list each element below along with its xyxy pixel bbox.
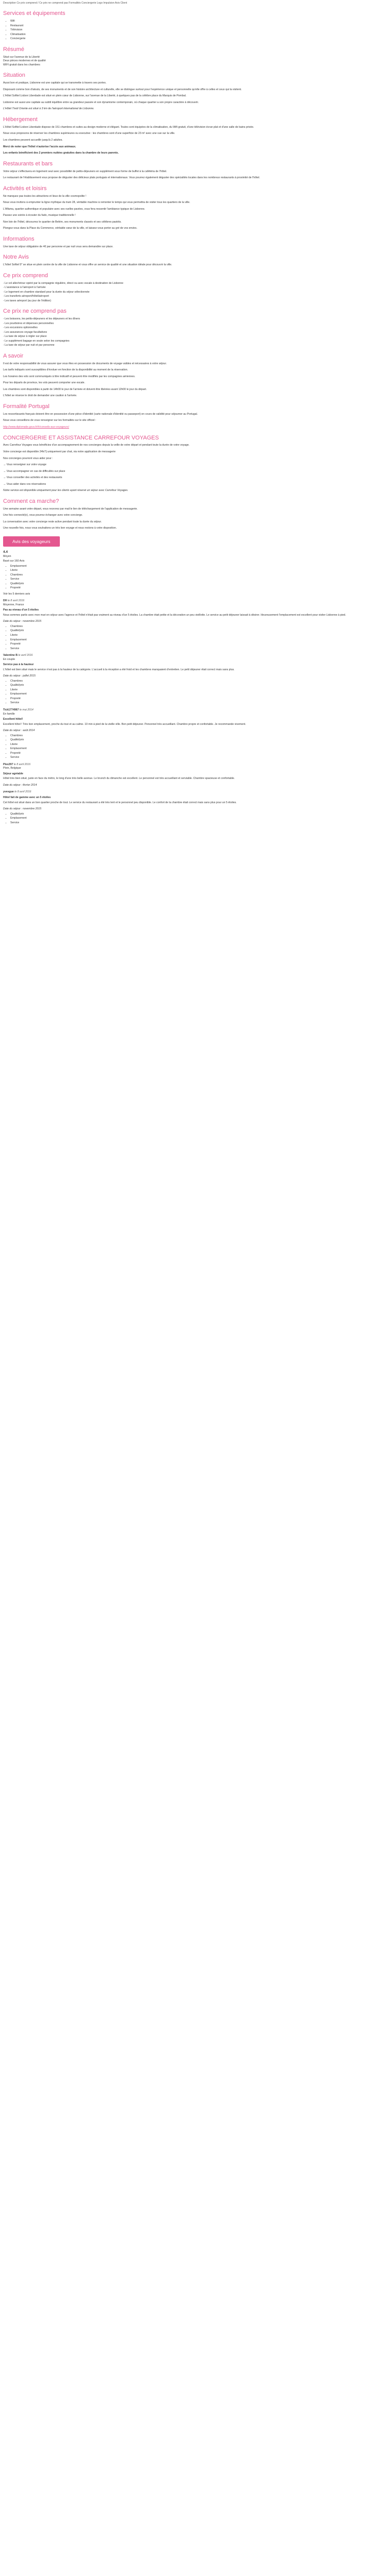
review-criteria-item: • Emplacement: [10, 638, 388, 642]
hebergement-note: Les enfants bénéficient des 2 premiers nuitées gratuites dans la chambre de leurs parents.: [3, 151, 119, 155]
restaurants-title: Restaurants et bars: [3, 160, 53, 167]
ne-comprend-item: - Le supplément bagage en soute selon les compagnies: [3, 339, 70, 343]
conciergerie-paragraph: Votre concierge est disponible 24h/7j uniquement par chat, via notre application de messagerie: [3, 450, 116, 453]
review-author: [3, 763, 388, 767]
hebergement-paragraph: Nous vous proposons de réserver les chambres supérieures ou executive : les chambres sont d'une superficie de 23 m² avec une vue sur la ville.: [3, 132, 175, 135]
service-item: • Conciergerie: [10, 37, 388, 41]
ne-comprend-item: - Les boissons, les petits-déjeuners et les déjeuners et les dîners: [3, 317, 80, 321]
a-savoir-section: [3, 352, 388, 398]
hebergement-paragraph: L'Hôtel Sofitel Lisbon Liberdade dispose de 151 chambres et suites au design moderne et élégant. Toutes sont équipées de la climatisation, du Wifi gratuit, d'une télévision écran plat et d'une salle de bains privée.: [3, 125, 254, 129]
review-author-name: Valentine B: [3, 654, 18, 657]
service-item: • Télévision: [10, 28, 388, 32]
review-criteria-item: • Literie: [10, 743, 388, 747]
criteria-item: • Propreté: [10, 586, 388, 590]
review-criteria-item: • Chambres: [10, 680, 388, 684]
review-text: Hôtel très bien situé, juste en face du métro, le long d'une très belle avenue. Le brunch du dimanche est excellent. Le personnel est très accueillant et serviable. Chambre spacieuse et confortable.: [3, 777, 235, 781]
formalite-link[interactable]: http://www.diplomatie.gouv.fr/fr/conseils-aux-voyageurs/: [3, 426, 69, 429]
hebergement-note: Merci de noter que l'hôtel n'autorise l'accès aux animaux.: [3, 145, 76, 148]
review-criteria-item: • Propreté: [10, 752, 388, 756]
review-author-name: Tick1774967: [3, 708, 19, 711]
review-criteria-item: • Qualité/prix: [10, 629, 388, 633]
review-criteria-item: • Qualité/prix: [10, 812, 388, 817]
formalite-title: Formalité Portugal: [3, 403, 50, 410]
conciergerie-paragraph: Nos concierges pourront vous aider pour :: [3, 456, 53, 460]
comprend-section: [3, 272, 388, 303]
situation-paragraph: L'Hôtel Tivoli Oriente est situé à 3 km de l'aéroport international de Lisbonne.: [3, 107, 94, 111]
activites-paragraph: Plongez-vous dans la Place du Commerce, véritable cœur de la ville, et laissez-vous porter au gré de vos envies.: [3, 227, 138, 230]
formalite-section: [3, 403, 388, 430]
service-item: • Restaurant: [10, 24, 388, 28]
review-author: [3, 654, 388, 658]
review-stay-date: Date du séjour : juillet 2015: [3, 674, 36, 678]
review-criteria-item: • Literie: [10, 688, 388, 692]
conciergerie-paragraph: Notre service est disponible uniquement pour les clients ayant réservé un séjour avec Carrefour Voyages.: [3, 489, 128, 493]
contact-paragraph: Une semaine avant votre départ, vous recevrez par mail le lien de téléchargement de l'application de messagerie.: [3, 507, 138, 511]
review-header: Pas au niveau d'un 5 étoiles: [3, 608, 39, 612]
ne-comprend-item: - La taxe de séjour par nuit et par personne: [3, 344, 55, 347]
reviews-section: [3, 533, 388, 825]
notre-avis-title: Notre Avis: [3, 254, 29, 261]
resume-line: Deux pièces modernes et de qualité: [3, 59, 46, 63]
activites-section: [3, 185, 388, 231]
criteria-item: • Emplacement: [10, 565, 388, 569]
situation-paragraph: Lisbonne est aussi une capitale au subtil équilibre entre sa grandeur passée et son dynamisme contemporain, où chaque quartier a son propre caractère à découvrir.: [3, 100, 199, 104]
average-score: 4.4: [3, 550, 8, 554]
criteria-item: • Chambres: [10, 573, 388, 578]
restaurants-section: [3, 160, 388, 180]
comprend-item: - Les transferts aéroport/hôtel/aéroport: [3, 295, 49, 298]
review-criteria-item: • Service: [10, 701, 388, 705]
review-criteria-item: • Propreté: [10, 642, 388, 647]
review-header: Service pas à la hauteur: [3, 663, 34, 667]
review-date: le avril 2016: [18, 654, 33, 657]
review-text: L'hôtel est bien situé mais le service n'est pas à la hauteur de la catégorie. L'accueil à la réception a été froid et les chambres manquaient d'entretien. Le petit déjeuner était correct mais sans plus.: [3, 668, 235, 671]
review-criteria-item: • Qualité/prix: [10, 684, 388, 688]
contact-paragraph: Une nouvelle fois, nous vous souhaitons un très bon voyage et nous restons à votre disposition.: [3, 527, 117, 530]
review-criteria-item: • Propreté: [10, 697, 388, 701]
review-stay-date: Date du séjour : novembre 2015: [3, 620, 42, 623]
section-nav[interactable]: Description Ce prix comprend / Ce prix ne comprend pas Formalités Conciergerie Logo Impulsion Avis Client: [3, 2, 127, 5]
formalite-paragraph: Les ressortissants français doivent être en possession d'une pièce d'identité (carte nationale d'identité ou passeport) en cours de validité pour séjourner au Portugal.: [3, 412, 198, 416]
ne-comprend-title: Ce prix ne comprend pas: [3, 308, 67, 315]
criteria-item: • Service: [10, 578, 388, 582]
review-stay-date: Date du séjour : novembre 2015: [3, 807, 42, 811]
contact-section: [3, 498, 388, 531]
conciergerie-paragraph: → Vous renseigner sur votre voyage: [3, 463, 46, 467]
situation-paragraph: L'Hôtel Sofitel Lisbon Liberdade est situé en plein cœur de Lisbonne, sur l'avenue de la Liberté, à quelques pas de la célèbre place du Marquis de Pombal.: [3, 94, 187, 98]
conciergerie-paragraph: Avec Carrefour Voyages vous bénéficiez d'un accompagnement de nos concierges depuis la veille de votre départ et pendant toute la durée de votre voyage.: [3, 444, 190, 447]
review-header: Séjour agréable: [3, 772, 23, 775]
activites-paragraph: L'Alfama, quartier authentique et populaire avec ses ruelles pavées, vous fera ressentir l'ambiance typique de Lisbonne.: [3, 207, 145, 211]
restaurants-paragraph: Le restaurant de l'établissement vous propose de déguster des délicieux plats portugais et internationaux. Vous pourrez également déguster des spécialités locales dans les nombreux restaurants à proximité de l'hôtel.: [3, 176, 260, 180]
hebergement-paragraph: Les chambres peuvent accueillir jusqu'à 2 adultes.: [3, 138, 63, 142]
review-type: En couple: [3, 657, 15, 661]
review-criteria-item: • Emplacement: [10, 817, 388, 821]
notre-avis-section: [3, 253, 388, 267]
review-stay-date: Date du séjour : août 2014: [3, 729, 35, 733]
review-header: Hôtel fait de gamme avec un 5 étoiles: [3, 796, 51, 800]
a-savoir-paragraph: Les tarifs indiqués sont susceptibles d'évoluer en fonction de la disponibilité au moment de la réservation.: [3, 368, 128, 372]
notre-avis-paragraph: L'hôtel Sofitel 5* se situe en plein centre de la ville de Lisbonne et vous offre un service de qualité et une situation idéale pour découvrir la ville.: [3, 263, 172, 267]
ne-comprend-item: - Les pourboires et dépenses personnelles: [3, 321, 54, 325]
reviews-count: Basé sur 160 Avis: [3, 560, 25, 563]
review-criteria-item: • Chambres: [10, 625, 388, 629]
informations-title: Informations: [3, 235, 35, 242]
situation-paragraph: Disposant comme bon d'atouts, de ses monuments et de son histoire architecture et culturelle, elle se distingue surtout pour l'expérience unique et personnelle qu'elle offre à celles et ceux qui la visitent.: [3, 88, 242, 91]
activites-title: Activités et loisirs: [3, 185, 47, 192]
review-criteria-item: • Qualité/prix: [10, 738, 388, 742]
review-card: [3, 790, 388, 825]
comprend-item: - Le vol aller/retour opéré par la compagnie régulière, direct ou avec escale à destination de Lisbonne: [3, 281, 124, 285]
comprend-item: - L'assistance à l'aéroport à l'arrivée: [3, 286, 46, 290]
review-card: [3, 708, 388, 760]
conciergerie-section: [3, 434, 388, 493]
conciergerie-paragraph: → Vous conseiller des activités et des restaurants: [3, 476, 62, 480]
review-author-name: DH: [3, 599, 7, 603]
services-title: Services et équipements: [3, 10, 66, 17]
a-savoir-paragraph: Les chambres sont disponibles à partir de 14h00 le jour de l'arrivée et doivent être libérées avant 12h00 le jour du départ.: [3, 387, 147, 391]
review-criteria-item: • Chambres: [10, 734, 388, 738]
comprend-item: - Le logement en chambre standard pour la durée du séjour sélectionnée: [3, 290, 90, 294]
review-criteria: [10, 812, 388, 825]
situation-paragraph: Aussi bon et pratique, Lisbonne est une capitale qui se transmette à travers ses portes.: [3, 81, 107, 85]
review-card: [3, 599, 388, 651]
review-criteria: [10, 625, 388, 651]
criteria-list: [10, 565, 388, 590]
conciergerie-paragraph: → Vous aider dans vos réservations: [3, 482, 46, 486]
services-list: [10, 20, 388, 41]
resume-section: [3, 46, 388, 67]
situation-section: [3, 72, 388, 111]
conciergerie-title: CONCIERGERIE ET ASSISTANCE CARREFOUR VOYAGES: [3, 434, 159, 441]
a-savoir-title: A savoir: [3, 352, 24, 359]
resume-title: Résumé: [3, 46, 24, 53]
review-date: le 8 avril 2016: [14, 790, 31, 794]
formalite-paragraph: Nous vous conseillons de vous renseigner sur les formalités sur le site officiel :: [3, 419, 96, 422]
activites-paragraph: Ne manquez pas toutes les attractions et lieux de la ville cosmopolite !: [3, 194, 87, 198]
a-savoir-paragraph: Il est de votre responsabilité de vous assurer que vous êtes en possession de documents de voyage valides et nécessaires à votre séjour.: [3, 362, 167, 365]
review-type: En famille: [3, 712, 15, 716]
informations-paragraph: Une taxe de séjour obligatoire de 4€ par personne et par nuit vous sera demandée sur place.: [3, 245, 113, 248]
review-type: Moyenne, France: [3, 603, 24, 606]
review-author: [3, 708, 388, 713]
ne-comprend-section: [3, 308, 388, 348]
review-stay-date: Date du séjour : février 2014: [3, 783, 37, 787]
activites-paragraph: Passez une soirée à écouter du fado, musique traditionnelle !: [3, 214, 76, 217]
hebergement-title: Hébergement: [3, 116, 38, 123]
comprend-item: - Les taxes aéroport (au jour de l'édition): [3, 299, 51, 302]
review-text: Cet hôtel est situé dans un bon quartier proche de tout. Le service du restaurant a été très lent et le personnel peu disponible. Le confort de la chambre était correct mais sans plus pour un 5 étoiles.: [3, 801, 237, 804]
services-section: [3, 10, 388, 41]
review-type: Plein, Belgique: [3, 767, 21, 770]
review-criteria-item: • Emplacement: [10, 747, 388, 751]
ne-comprend-item: - Les assurances voyage facultatives: [3, 330, 47, 334]
ne-comprend-list: [3, 317, 388, 348]
review-card: [3, 763, 388, 788]
hebergement-section: [3, 116, 388, 156]
review-card: [3, 654, 388, 705]
contact-paragraph: La conversation avec votre concierge reste active pendant toute la durée du séjour.: [3, 520, 102, 523]
average-label: Moyen: [3, 554, 11, 558]
a-savoir-paragraph: Les horaires des vols sont communiqués à titre indicatif et peuvent être modifiés par les compagnies aériennes.: [3, 375, 136, 378]
review-criteria-item: • Literie: [10, 634, 388, 638]
review-criteria: [10, 734, 388, 760]
a-savoir-paragraph: L'hôtel se réserve le droit de demander une caution à l'arrivée.: [3, 394, 77, 398]
service-item: • Climatisation: [10, 33, 388, 37]
review-author-name: Plex297: [3, 762, 13, 766]
comprend-title: Ce prix comprend: [3, 272, 48, 279]
service-item: • Wifi: [10, 20, 388, 24]
contact-paragraph: Une fois connecté(e), vous pourrez échanger avec votre concierge.: [3, 514, 83, 517]
restaurants-paragraph: Votre séjour s'effectuera en logement seul avec possibilité de petits-déjeuners en supplément sous forme de buffet à la cafétéria de l'hôtel.: [3, 170, 167, 173]
activites-paragraph: Nous vous invitons à emprunter la ligne mythique du tram 28, véritable machine à remonter le temps qui vous permettra de visiter tous les quartiers de la ville.: [3, 201, 190, 205]
resume-line: Situé sur l'avenue de la Liberté: [3, 55, 40, 59]
criteria-item: • Qualité/prix: [10, 582, 388, 586]
ne-comprend-item: - La taxe de séjour à régler sur place: [3, 335, 47, 338]
review-text: Excellent hôtel ! Très bon emplacement, proche du tout et au calme. 10 min à pied de la vieille ville. Bon petit déjeuner. Personnel très accueillant. Chambre propre et confortable. Je recommande vivement.: [3, 722, 246, 726]
a-savoir-paragraph: Pour les départs de province, les vols peuvent comporter une escale.: [3, 381, 85, 385]
review-header: Excellent hôtel!: [3, 718, 23, 721]
review-criteria: [10, 680, 388, 705]
situation-title: Situation: [3, 72, 25, 79]
activites-paragraph: Non loin de l'hôtel, découvrez le quartier de Belém, ses monuments classés et ses célèbres pastéis.: [3, 220, 122, 224]
review-text: Nous sommes partis avec mon mari en séjour avec l'agence et l'hôtel n'était pas vraiment au niveau d'un 5 étoiles. La chambre était petite et la décoration un peu vieillotte. Le service au petit déjeuner laissait à désirer. Heureusement l'emplacement est excellent pour visiter Lisbonne à pied.: [3, 613, 346, 617]
last-reviews-link[interactable]: Voir les 5 derniers avis: [3, 592, 30, 596]
review-criteria-item: • Service: [10, 647, 388, 651]
review-criteria-item: • Service: [10, 821, 388, 825]
resume-line: WIFI gratuit dans les chambres: [3, 63, 40, 66]
review-date: le mai 2014: [19, 708, 34, 711]
conciergerie-paragraph: → Vous accompagner en cas de difficultés sur place: [3, 469, 66, 473]
reviews-header[interactable]: Avis des voyageurs: [3, 536, 60, 547]
review-date: le 8 avril 2016: [7, 599, 25, 603]
review-criteria-item: • Emplacement: [10, 692, 388, 697]
review-author: [3, 599, 388, 603]
contact-title: Comment ca marche?: [3, 498, 59, 504]
ne-comprend-item: - Les excursions optionnelles: [3, 326, 38, 330]
informations-section: [3, 235, 388, 249]
review-criteria-item: • Service: [10, 756, 388, 760]
review-author: [3, 790, 388, 794]
comprend-list: [3, 282, 388, 303]
review-author-name: yvesgue: [3, 790, 14, 794]
review-date: le 8 avril 2016: [13, 762, 31, 766]
criteria-item: • Literie: [10, 569, 388, 573]
